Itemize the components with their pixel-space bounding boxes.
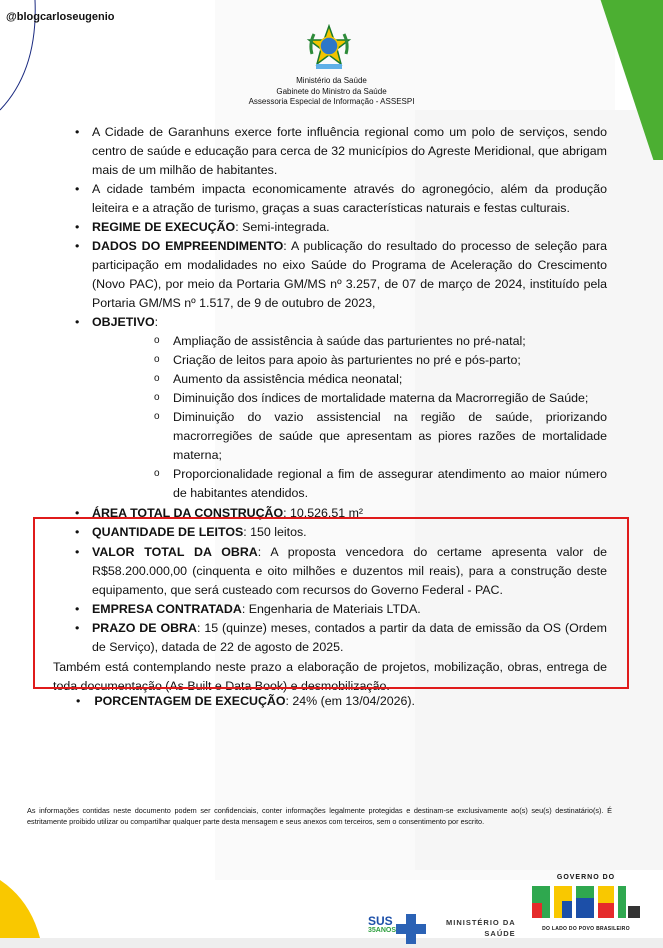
item-label: PRAZO DE OBRA [92, 621, 197, 635]
watermark-handle: @blogcarloseugenio [6, 11, 115, 23]
ministerio-line: SAÚDE [484, 929, 516, 938]
brazil-coat-of-arms-icon [306, 24, 352, 72]
item-label: ÁREA TOTAL DA CONSTRUÇÃO [92, 506, 284, 520]
item-text: A Cidade de Garanhuns exerce forte influência regional como um polo de serviços, sendo centro de saúde e educação para cerca de 32 municípios do Agreste Meridional, que abrigam mais de um milhão de habitantes. [92, 125, 607, 177]
item-label: PORCENTAGEM DE EXECUÇÃO [94, 694, 286, 708]
list-item [53, 123, 607, 180]
item-label: EMPRESA CONTRATADA [92, 602, 242, 616]
list-item [76, 694, 415, 708]
sus-logo [368, 915, 396, 934]
confidentiality-disclaimer: As informações contidas neste documento podem ser confidenciais, conter informações legalmente protegidas e destinam-se exclusivamente ao(s) seu(s) destinatário(s). É estritamente proibido utilizar ou compartilhar qualquer parte desta mensagem e seus anexos com terceiros, sem o consentimento por escrito. [27, 806, 612, 826]
list-item [53, 237, 607, 313]
objective-item: o Aumento da assistência médica neonatal; [117, 370, 607, 389]
item-label: REGIME DE EXECUÇÃO [92, 220, 236, 234]
item-text: : A proposta vencedora do certame apresenta valor de R$58.200.000,00 (cinquenta e oito milhões e duzentos mil reais), para a construção deste equipamento, que será custeado com recursos do Governo Federal - PAC. [92, 545, 607, 597]
list-item [53, 180, 607, 218]
item-text: : Engenharia de Materiais LTDA. [241, 602, 421, 616]
department-name: Assessoria Especial de Informação - ASSESPI [248, 97, 415, 106]
objective-item: o Criação de leitos para apoio às parturientes no pré e pós-parto; [117, 351, 607, 370]
item-label: VALOR TOTAL DA OBRA [92, 545, 258, 559]
ministerio-logo [446, 917, 516, 939]
sus-cross-icon [396, 914, 426, 944]
item-text: : 10.526,51 m² [283, 506, 364, 520]
item-label: OBJETIVO [92, 315, 155, 329]
item-text: : 15 (quinze) meses, contados a partir da data de emissão da OS (Ordem de Serviço), datada de 22 de agosto de 2025. [92, 621, 607, 654]
item-label: QUANTIDADE DE LEITOS [92, 525, 244, 539]
objective-item: o Diminuição do vazio assistencial na região de saúde, priorizando macrorregiões de saúde que apresentam as piores razões de mortalidade materna; [117, 408, 607, 465]
item-text: : [154, 315, 159, 329]
sus-text: SUS [368, 914, 393, 928]
document-header [0, 76, 663, 108]
footer-bar [0, 938, 663, 948]
item-text: A cidade também impacta economicamente através do agronegócio, além da produção leiteira e a atração de turismo, graças a suas características naturais e festas culturais. [92, 182, 607, 215]
ministry-name: Ministério da Saúde [296, 76, 367, 85]
list-item [53, 313, 607, 503]
yellow-corner-decoration [0, 880, 40, 938]
sus-years: 35ANOS [368, 927, 397, 934]
item-text: : Semi-integrada. [235, 220, 330, 234]
ministerio-line: MINISTÉRIO DA [446, 918, 516, 927]
objectives-list [117, 332, 607, 503]
item-text: : 150 leitos. [243, 525, 307, 539]
governo-brasil-logo [530, 874, 642, 932]
gov-bottom: DO LADO DO POVO BRASILEIRO [542, 926, 630, 932]
cabinet-name: Gabinete do Ministro da Saúde [276, 86, 387, 96]
item-text: : A publicação do resultado do processo de seleção para participação em modalidades no eixo Saúde do Programa de Aceleração do Crescimento (Novo PAC), por meio da Portaria GM/MS nº 3.257, de 07 de março de 2024, instituído pela Portaria GM/MS nº 1.517, de 9 de outubro de 2023, [92, 239, 607, 310]
objective-item: o Ampliação de assistência à saúde das parturientes no pré-natal; [117, 332, 607, 351]
gov-top: GOVERNO DO [556, 874, 616, 881]
highlight-box [33, 517, 629, 689]
item-label: DADOS DO EMPREENDIMENTO [92, 239, 284, 253]
item-text: : 24% (em 13/04/2026). [285, 694, 415, 708]
objective-item: o Proporcionalidade regional a fim de assegurar atendimento ao maior número de habitantes atendidos. [117, 465, 607, 503]
list-item [53, 218, 607, 237]
objective-item: o Diminuição dos índices de mortalidade materna da Macrorregião de Saúde; [117, 389, 607, 408]
paragraph: Também está contemplando neste prazo a elaboração de projetos, mobilização, obras, entrega de toda documentação (As Built e Data Book) e desmobilização. [53, 660, 607, 693]
brasil-wordmark-icon [530, 881, 642, 921]
